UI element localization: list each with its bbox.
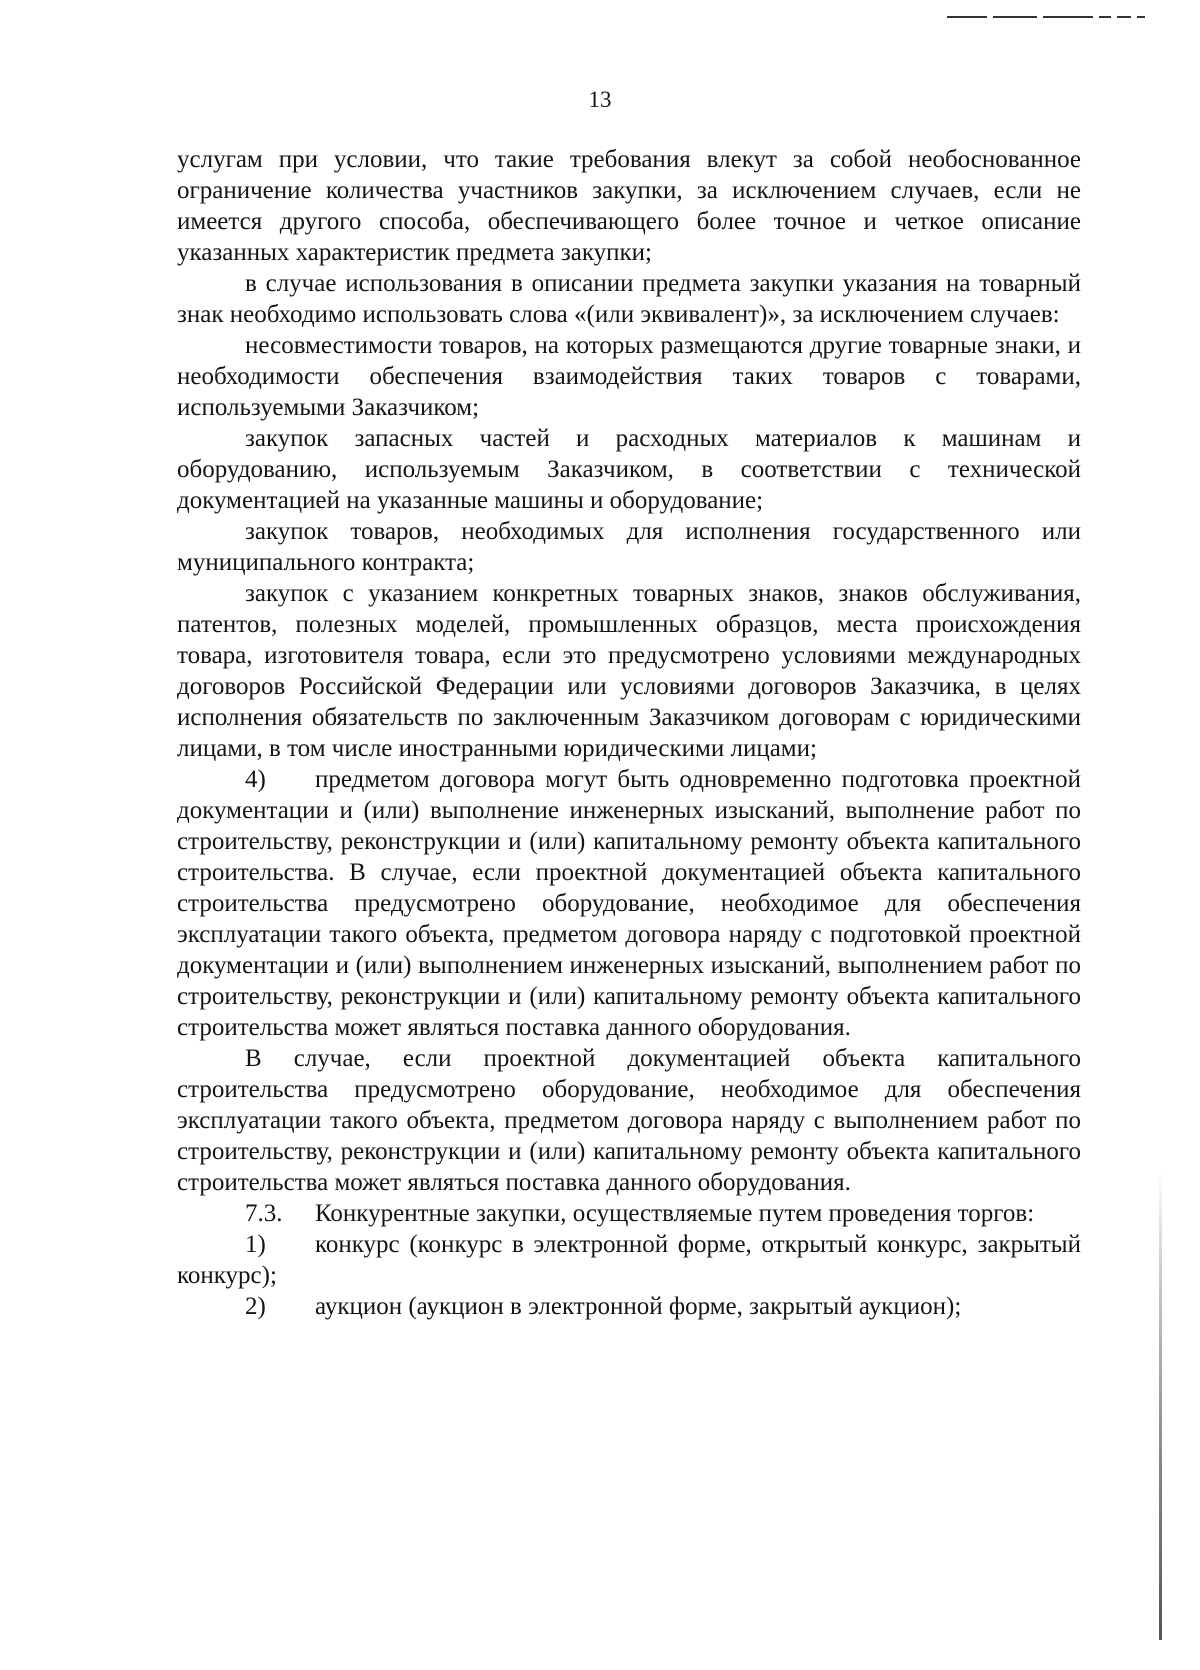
paragraph-text: аукцион (аукцион в электронной форме, закрытый аукцион);	[315, 1293, 962, 1320]
page-number: 13	[588, 87, 612, 112]
paragraph: несовместимости товаров, на которых размещаются другие товарные знаки, и необходимости обеспечения взаимодействия таких товаров с товарами, используемыми Заказчиком;	[177, 332, 1081, 421]
paragraph-text: конкурс (конкурс в электронной форме, открытый конкурс, закрытый конкурс);	[177, 1231, 1081, 1289]
numbered-paragraph	[177, 1229, 1081, 1291]
scan-edge-shadow	[1159, 1170, 1162, 1640]
document-body	[177, 144, 1081, 1322]
paragraph: в случае использования в описании предмета закупки указания на товарный знак необходимо использовать слова «(или эквивалент)», за исключением случаев:	[177, 270, 1081, 328]
scan-artifact-marks	[947, 14, 1145, 20]
section-number: 7.3.	[245, 1200, 283, 1227]
paragraph: закупок с указанием конкретных товарных знаков, знаков обслуживания, патентов, полезных моделей, промышленных образцов, места происхождения товара, изготовителя товара, если это предусмотрено условиями международных договоров Российской Федерации или условиями договоров Заказчика, в целях исполнения обязательств по заключенным Заказчиком договорам с юридическими лицами, в том числе иностранными юридическими лицами;	[177, 580, 1081, 762]
paragraph-text: Конкурентные закупки, осуществляемые путем проведения торгов:	[315, 1200, 1035, 1227]
paragraph: закупок товаров, необходимых для исполнения государственного или муниципального контракта;	[177, 518, 1081, 576]
section-paragraph	[177, 1198, 1081, 1229]
item-number: 2)	[245, 1293, 266, 1320]
numbered-paragraph	[177, 764, 1081, 1043]
item-number: 4)	[245, 766, 266, 793]
item-number: 1)	[245, 1231, 266, 1258]
paragraph-text: предметом договора могут быть одновременно подготовка проектной документации и (или) выполнение инженерных изысканий, выполнение работ по строительству, реконструкции и (или) капитальному ремонту объекта капитального строительства. В случае, если проектной документацией объекта капитального строительства предусмотрено оборудование, необходимое для обеспечения эксплуатации такого объекта, предметом договора наряду с подготовкой проектной документации и (или) выполнением инженерных изысканий, выполнением работ по строительству, реконструкции и (или) капитальному ремонту объекта капитального строительства может являться поставка данного оборудования.	[177, 766, 1081, 1041]
paragraph: В случае, если проектной документацией объекта капитального строительства предусмотрено оборудование, необходимое для обеспечения эксплуатации такого объекта, предметом договора наряду с выполнением работ по строительству, реконструкции и (или) капитальному ремонту объекта капитального строительства может являться поставка данного оборудования.	[177, 1045, 1081, 1196]
paragraph: закупок запасных частей и расходных материалов к машинам и оборудованию, используемым Заказчиком, в соответствии с технической документацией на указанные машины и оборудование;	[177, 425, 1081, 514]
paragraph: услугам при условии, что такие требования влекут за собой необоснованное ограничение количества участников закупки, за исключением случаев, если не имеется другого способа, обеспечивающего более точное и четкое описание указанных характеристик предмета закупки;	[177, 146, 1081, 266]
numbered-paragraph	[177, 1291, 1081, 1322]
